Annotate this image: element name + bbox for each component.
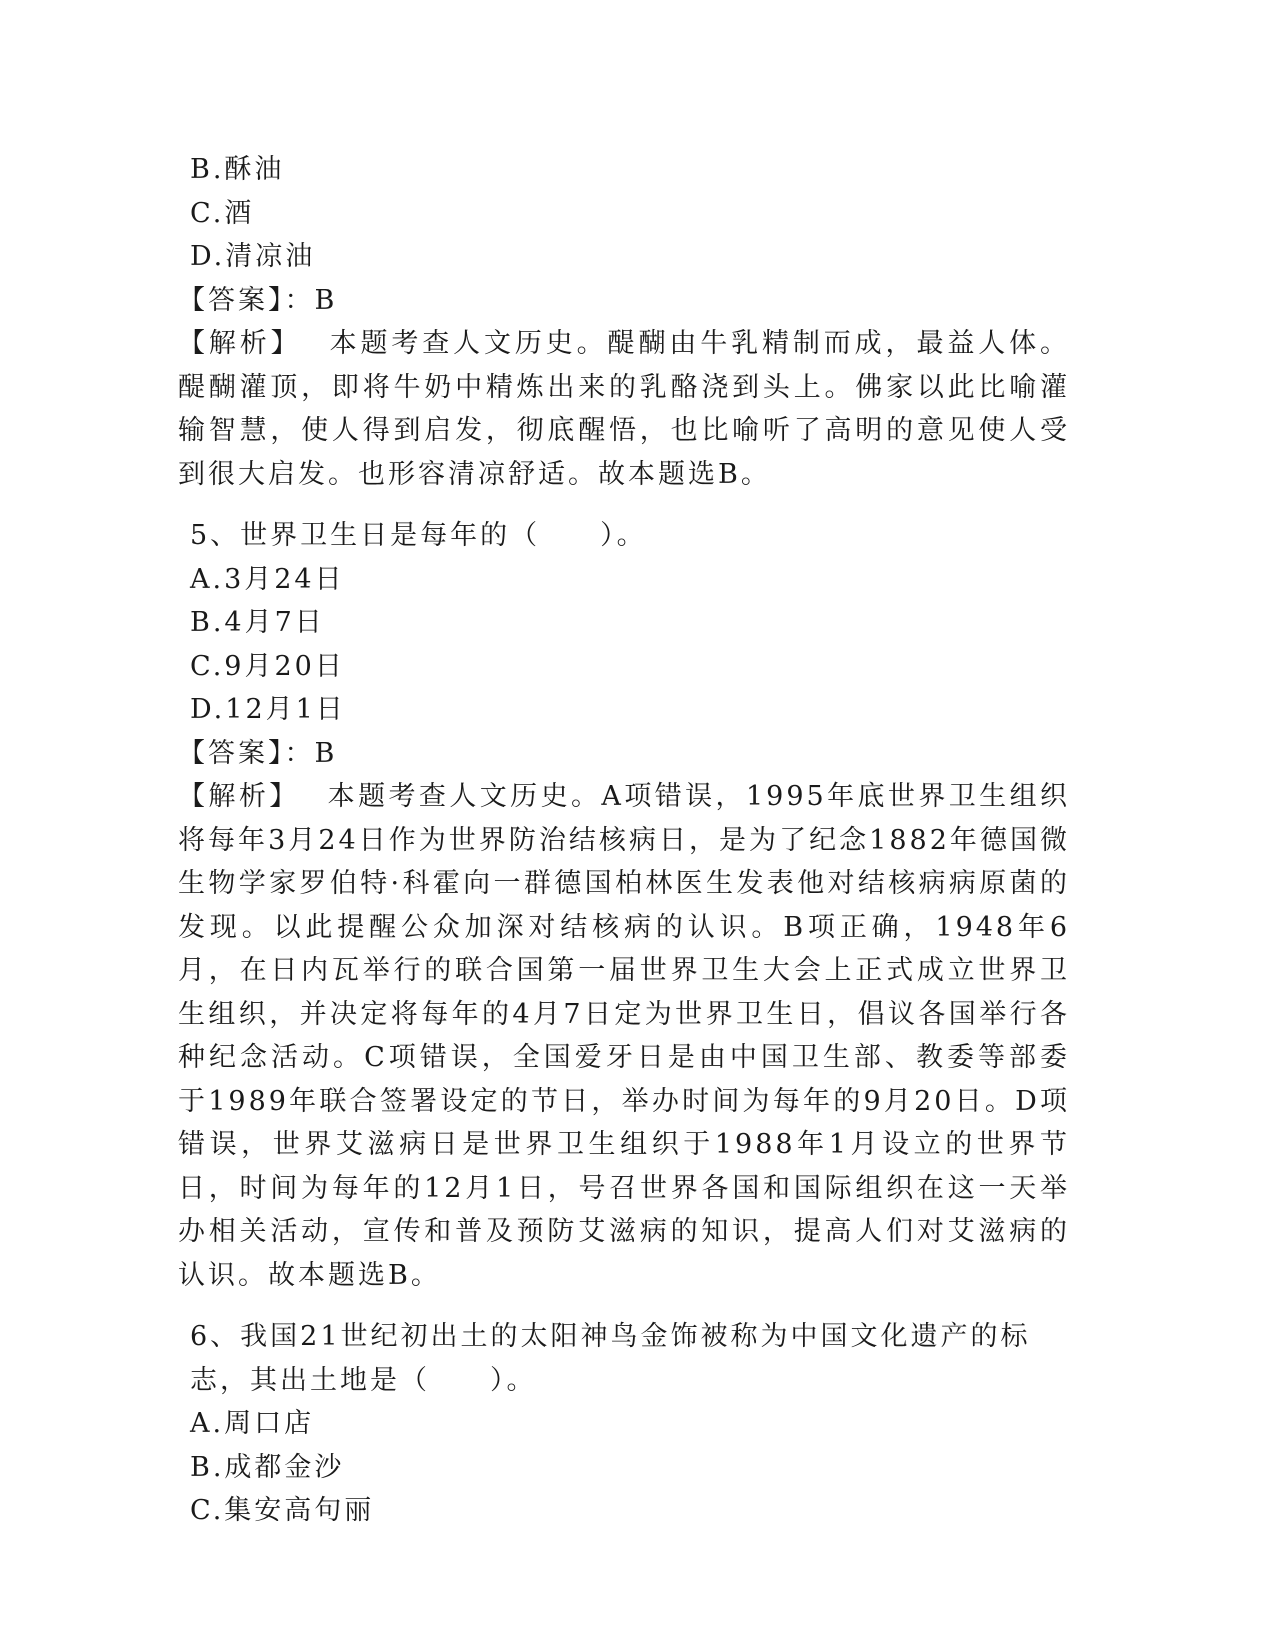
q5-analysis-text: 本题考查人文历史。A项错误，1995年底世界卫生组织将每年3月24日作为世界防治结核病日，是为了纪念1882年德国微生物学家罗伯特·科霍向一群德国柏林医生发表他对结核病病原菌的发现。以此提醒公众加深对结核病的认识。B项正确，1948年6月，在日内瓦举行的联合国第一届世界卫生大会上正式成立世界卫生组织，并决定将每年的4月7日定为世界卫生日，倡议各国举行各种纪念活动。C项错误，全国爱牙日是由中国卫生部、教委等部委于1989年联合签署设定的节日，举办时间为每年的9月20日。D项错误，世界艾滋病日是世界卫生组织于1988年1月设立的世界节日，时间为每年的12月1日，号召世界各国和国际组织在这一天举办相关活动，宣传和普及预防艾滋病的知识，提高人们对艾滋病的认识。故本题选B。 (178, 781, 1071, 1291)
q5-answer: 【答案】：B (178, 737, 338, 769)
question-4-block (178, 148, 1071, 496)
q4-answer: 【答案】：B (178, 284, 338, 316)
q6-option-a: A.周口店 (190, 1408, 315, 1439)
q5-analysis (178, 775, 1070, 1297)
document-page (178, 148, 1071, 1533)
q5-option-b: B.4月7日 (190, 607, 325, 638)
q4-option-b: B.酥油 (190, 154, 285, 185)
q4-analysis-tag: 【解析】 (178, 328, 302, 359)
q5-question: 5、世界卫生日是每年的（ ）。 (190, 520, 647, 551)
q4-analysis-text: 本题考查人文历史。醍醐由牛乳精制而成，最益人体。醍醐灌顶，即将牛奶中精炼出来的乳酪浇到头上。佛家以此比喻灌输智慧，使人得到启发，彻底醒悟，也比喻听了高明的意见使人受到很大启发。也形容清凉舒适。故本题选B。 (178, 328, 1071, 490)
question-5-block (178, 514, 1071, 1297)
q5-analysis-tag: 【解析】 (178, 781, 300, 812)
q6-question: 6、我国21世纪初出土的太阳神鸟金饰被称为中国文化遗产的标志，其出土地是（ ）。 (190, 1321, 1031, 1396)
q5-option-c: C.9月20日 (190, 650, 345, 682)
q6-option-b: B.成都金沙 (190, 1451, 345, 1483)
q4-option-c: C.酒 (190, 197, 255, 229)
q4-analysis (178, 322, 1070, 496)
question-6-block (190, 1315, 1070, 1533)
q5-option-a: A.3月24日 (190, 563, 345, 595)
q5-option-d: D.12月1日 (190, 694, 346, 725)
q6-option-c: C.集安高句丽 (190, 1495, 375, 1526)
q4-option-d: D.清凉油 (190, 241, 316, 272)
